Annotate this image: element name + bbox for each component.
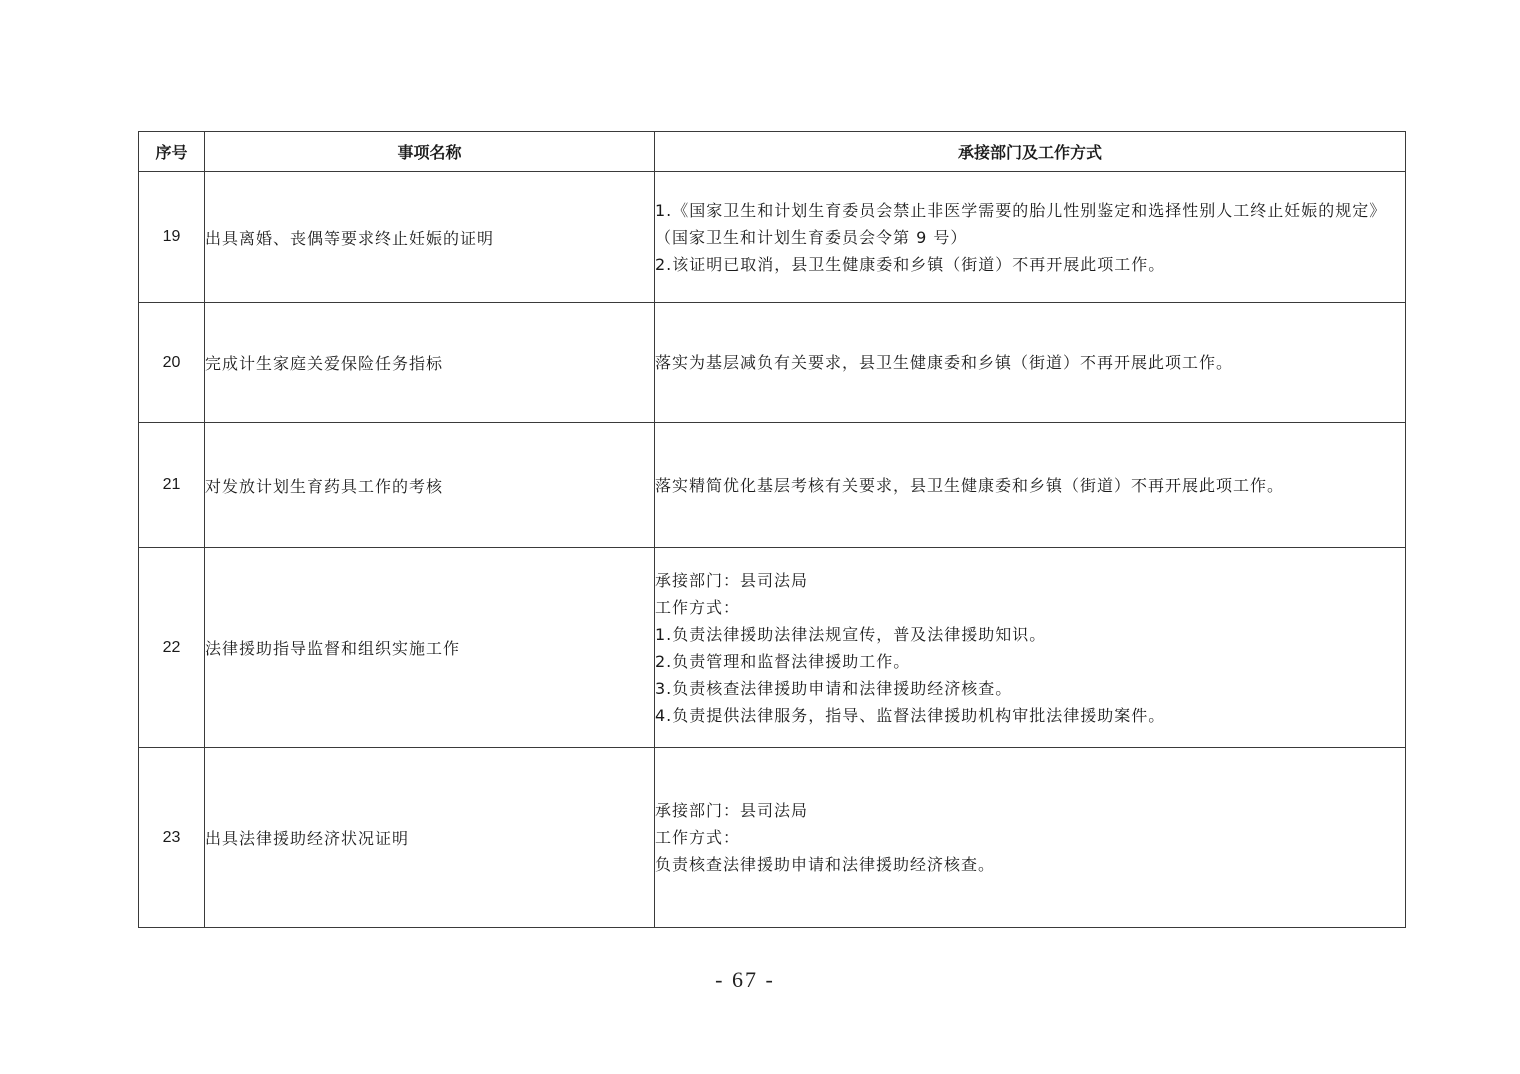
- row-method: [655, 748, 1406, 928]
- row-seq: 20: [139, 303, 205, 423]
- row-method: [655, 548, 1406, 748]
- method-line: 4.负责提供法律服务，指导、监督法律援助机构审批法律援助案件。: [655, 705, 1166, 725]
- row-seq: 19: [139, 172, 205, 303]
- row-name: 出具离婚、丧偶等要求终止妊娠的证明: [205, 172, 655, 303]
- header-name: 事项名称: [205, 132, 655, 172]
- method-line: 1.负责法律援助法律法规宣传，普及法律援助知识。: [655, 624, 1047, 644]
- page-number: - 67 -: [715, 967, 775, 992]
- method-line: 负责核查法律援助申请和法律援助经济核查。: [655, 855, 996, 874]
- row-method: [655, 172, 1406, 303]
- row-method: [655, 423, 1406, 548]
- row-name: 法律援助指导监督和组织实施工作: [205, 548, 655, 748]
- method-line: 3.负责核查法律援助申请和法律援助经济核查。: [655, 678, 1013, 698]
- method-line: 承接部门：县司法局: [655, 570, 809, 590]
- row-method: [655, 303, 1406, 423]
- table-header-row: [139, 132, 1406, 172]
- row-seq: 22: [139, 548, 205, 748]
- header-method: 承接部门及工作方式: [655, 132, 1406, 172]
- method-line: 落实为基层减负有关要求，县卫生健康委和乡镇（街道）不再开展此项工作。: [655, 353, 1234, 372]
- row-name: 对发放计划生育药具工作的考核: [205, 423, 655, 548]
- row-seq: 23: [139, 748, 205, 928]
- method-line: 1.《国家卫生和计划生育委员会禁止非医学需要的胎儿性别鉴定和选择性别人工终止妊娠的规定》（国家卫生和计划生育委员会令第 9 号）: [655, 200, 1387, 247]
- row-seq: 21: [139, 423, 205, 548]
- method-line: 工作方式：: [655, 828, 741, 847]
- header-seq: 序号: [139, 132, 205, 172]
- method-line: 工作方式：: [655, 597, 741, 617]
- table-row: [139, 172, 1406, 303]
- table-row: [139, 303, 1406, 423]
- table-row: [139, 548, 1406, 748]
- method-line: 2.该证明已取消，县卫生健康委和乡镇（街道）不再开展此项工作。: [655, 254, 1166, 274]
- table-row: [139, 423, 1406, 548]
- items-table: [138, 131, 1406, 928]
- method-line: 落实精简优化基层考核有关要求，县卫生健康委和乡镇（街道）不再开展此项工作。: [655, 475, 1285, 495]
- row-name: 完成计生家庭关爱保险任务指标: [205, 303, 655, 423]
- method-line: 2.负责管理和监督法律援助工作。: [655, 651, 911, 671]
- row-name: 出具法律援助经济状况证明: [205, 748, 655, 928]
- method-line: 承接部门：县司法局: [655, 801, 809, 820]
- table-row: [139, 748, 1406, 928]
